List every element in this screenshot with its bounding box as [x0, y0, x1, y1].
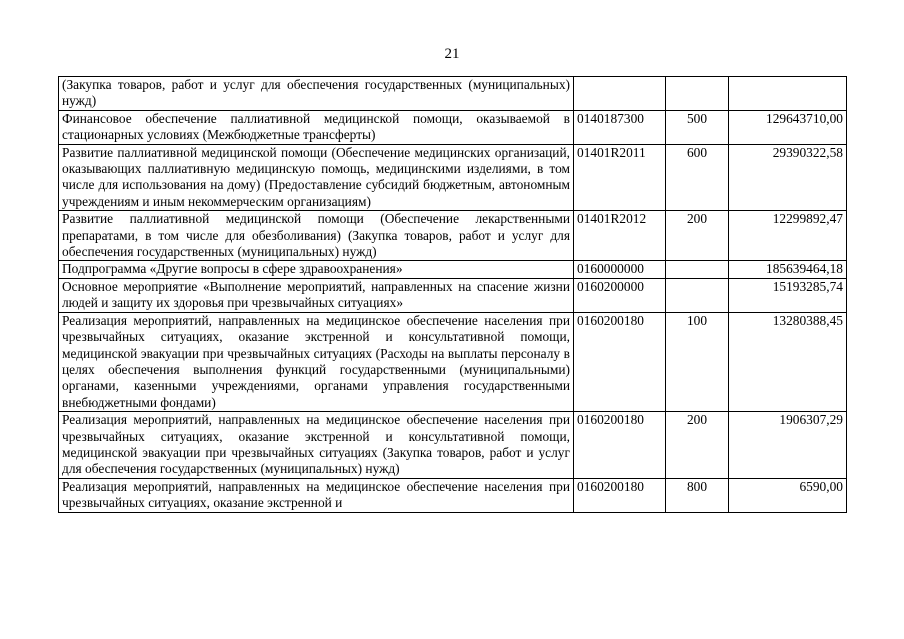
table-row — [59, 412, 847, 479]
row-code-cell: 0160200000 — [574, 278, 666, 312]
table-row — [59, 77, 847, 111]
row-name-cell: Развитие паллиативной медицинской помощи (Обеспечение лекарственными препаратами, в том числе для обезболивания) (Закупка товаров, работ и услуг для обеспечения государственных (муниципальных) нужд) — [59, 211, 574, 261]
row-code-cell — [574, 77, 666, 111]
page-number: 21 — [444, 46, 460, 62]
row-name-cell: Развитие паллиативной медицинской помощи (Обеспечение медицинских организаций, оказывающих паллиативную медицинскую помощь, медицинскими изделиями, в том числе для использования на дому) (Предоставление субсидий бюджетным, автономным учреждениям и иным некоммерческим организациям) — [59, 144, 574, 211]
row-sum-cell: 1906307,29 — [729, 412, 847, 479]
row-code-cell: 01401R2011 — [574, 144, 666, 211]
table-row — [59, 278, 847, 312]
row-sum-cell: 12299892,47 — [729, 211, 847, 261]
row-name-cell: Подпрограмма «Другие вопросы в сфере здравоохранения» — [59, 261, 574, 278]
row-code-cell: 0140187300 — [574, 110, 666, 144]
row-code-cell: 0160200180 — [574, 412, 666, 479]
table-row — [59, 261, 847, 278]
budget-table-body — [59, 77, 847, 513]
table-row — [59, 110, 847, 144]
row-sum-cell — [729, 77, 847, 111]
row-type-cell — [666, 77, 729, 111]
row-code-cell: 01401R2012 — [574, 211, 666, 261]
row-name-cell: Реализация мероприятий, направленных на медицинское обеспечение населения при чрезвычайных ситуациях, оказание экстренной и консультативной помощи, медицинской эвакуации при чрезвычайных ситуациях (Закупка товаров, работ и услуг для обеспечения государственных (муниципальных) нужд) — [59, 412, 574, 479]
row-type-cell: 100 — [666, 312, 729, 411]
row-type-cell — [666, 261, 729, 278]
table-row — [59, 478, 847, 512]
row-name-cell: Основное мероприятие «Выполнение мероприятий, направленных на спасение жизни людей и защиту их здоровья при чрезвычайных ситуациях» — [59, 278, 574, 312]
row-type-cell — [666, 278, 729, 312]
budget-table — [58, 76, 847, 513]
row-name-cell: Финансовое обеспечение паллиативной медицинской помощи, оказываемой в стационарных условиях (Межбюджетные трансферты) — [59, 110, 574, 144]
row-name-cell: Реализация мероприятий, направленных на медицинское обеспечение населения при чрезвычайных ситуациях, оказание экстренной и консультативной помощи, медицинской эвакуации при чрезвычайных ситуациях (Расходы на выплаты персоналу в целях обеспечения выполнения функций государственными (муниципальными) органами, казенными учреждениями, органами управления государственными внебюджетными фондами) — [59, 312, 574, 411]
row-code-cell: 0160200180 — [574, 478, 666, 512]
row-code-cell: 0160000000 — [574, 261, 666, 278]
table-row — [59, 211, 847, 261]
row-type-cell: 200 — [666, 412, 729, 479]
table-row — [59, 312, 847, 411]
row-sum-cell: 129643710,00 — [729, 110, 847, 144]
row-type-cell: 800 — [666, 478, 729, 512]
table-viewport — [0, 76, 904, 582]
row-name-cell: (Закупка товаров, работ и услуг для обеспечения государственных (муниципальных) нужд) — [59, 77, 574, 111]
row-type-cell: 500 — [666, 110, 729, 144]
row-sum-cell: 6590,00 — [729, 478, 847, 512]
row-type-cell: 200 — [666, 211, 729, 261]
row-sum-cell: 13280388,45 — [729, 312, 847, 411]
table-row — [59, 144, 847, 211]
row-sum-cell: 185639464,18 — [729, 261, 847, 278]
row-type-cell: 600 — [666, 144, 729, 211]
row-name-cell: Реализация мероприятий, направленных на медицинское обеспечение населения при чрезвычайных ситуациях, оказание экстренной и — [59, 478, 574, 512]
row-sum-cell: 15193285,74 — [729, 278, 847, 312]
row-code-cell: 0160200180 — [574, 312, 666, 411]
row-sum-cell: 29390322,58 — [729, 144, 847, 211]
